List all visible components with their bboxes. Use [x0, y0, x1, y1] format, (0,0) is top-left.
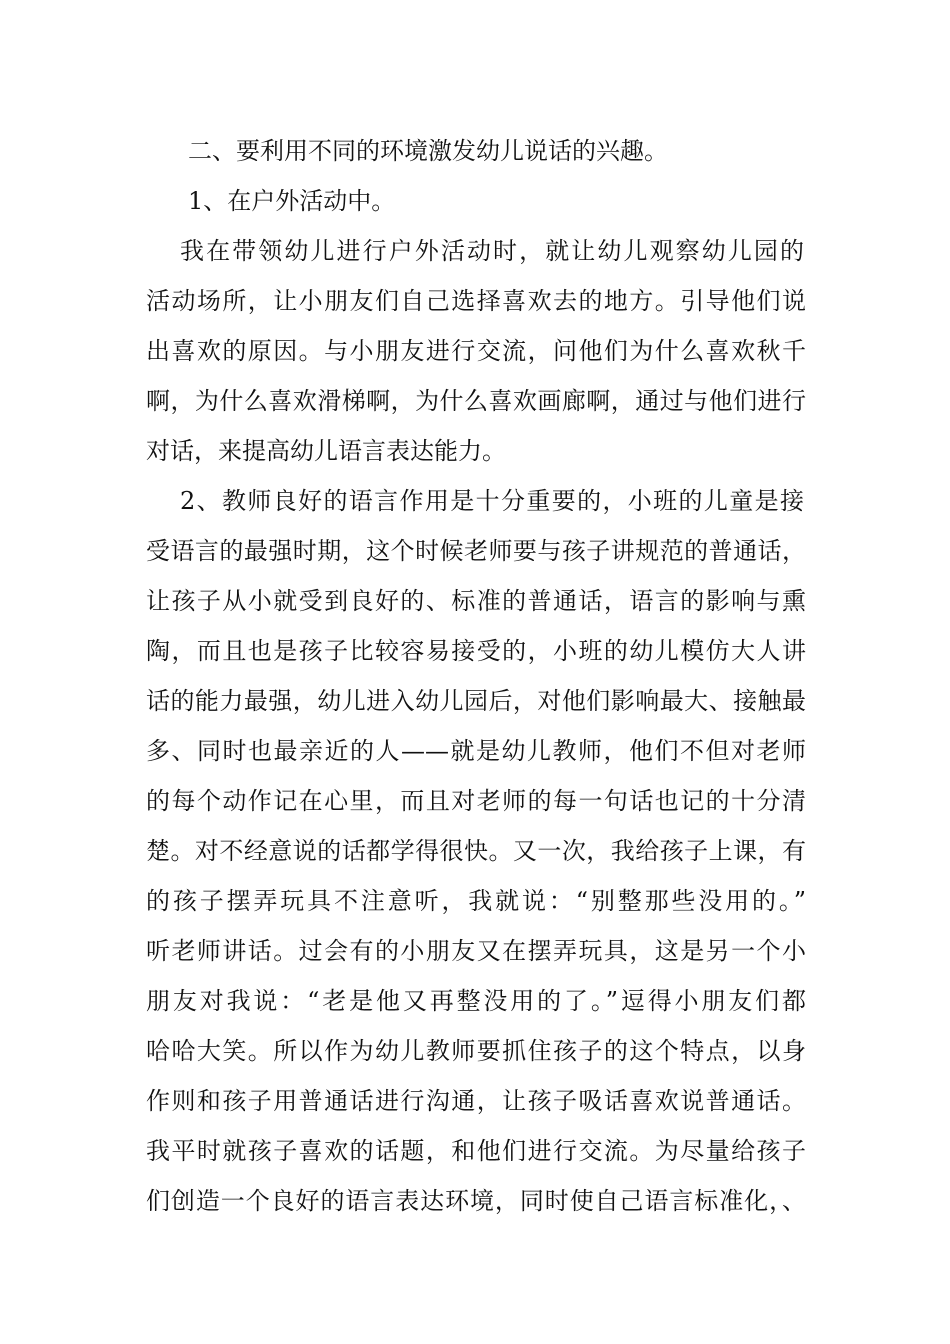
paragraph-line: 听老师讲话。过会有的小朋友又在摆弄玩具，这是另一个小: [146, 937, 806, 965]
paragraph-line: 受语言的最强时期，这个时候老师要与孩子讲规范的普通话，: [146, 537, 806, 565]
section-heading: 二、要利用不同的环境激发幼儿说话的兴趣。: [188, 137, 668, 165]
paragraph-line: 的每个动作记在心里，而且对老师的每一句话也记的十分清: [146, 787, 806, 815]
paragraph-line: 话的能力最强，幼儿进入幼儿园后，对他们影响最大、接触最: [146, 687, 806, 715]
paragraph-line: 多、同时也最亲近的人——就是幼儿教师，他们不但对老师: [146, 737, 806, 765]
paragraph-line: 对话，来提高幼儿语言表达能力。: [146, 437, 506, 465]
paragraph-line: 出喜欢的原因。与小朋友进行交流，问他们为什么喜欢秋千: [146, 337, 806, 365]
paragraph-line: 2、教师良好的语言作用是十分重要的，小班的儿童是接: [180, 487, 804, 515]
subsection-heading: 1、在户外活动中。: [188, 187, 396, 215]
paragraph-line: 朋友对我说：“老是他又再整没用的了。”逗得小朋友们都: [146, 987, 806, 1015]
paragraph-line: 我在带领幼儿进行户外活动时，就让幼儿观察幼儿园的: [180, 237, 804, 265]
paragraph-line: 哈哈大笑。所以作为幼儿教师要抓住孩子的这个特点，以身: [146, 1037, 806, 1065]
paragraph-line: 陶，而且也是孩子比较容易接受的，小班的幼儿模仿大人讲: [146, 637, 806, 665]
paragraph-line: 的孩子摆弄玩具不注意听，我就说：“别整那些没用的。”: [146, 887, 806, 915]
paragraph-line: 楚。对不经意说的话都学得很快。又一次，我给孩子上课，有: [146, 837, 806, 865]
paragraph-line: 们创造一个良好的语言表达环境，同时使自己语言标准化，、: [146, 1187, 806, 1215]
paragraph-line: 让孩子从小就受到良好的、标准的普通话，语言的影响与熏: [146, 587, 806, 615]
paragraph-line: 我平时就孩子喜欢的话题，和他们进行交流。为尽量给孩子: [146, 1137, 806, 1165]
paragraph-line: 作则和孩子用普通话进行沟通，让孩子吸话喜欢说普通话。: [146, 1087, 806, 1115]
paragraph-line: 啊，为什么喜欢滑梯啊，为什么喜欢画廊啊，通过与他们进行: [146, 387, 806, 415]
paragraph-line: 活动场所，让小朋友们自己选择喜欢去的地方。引导他们说: [146, 287, 806, 315]
